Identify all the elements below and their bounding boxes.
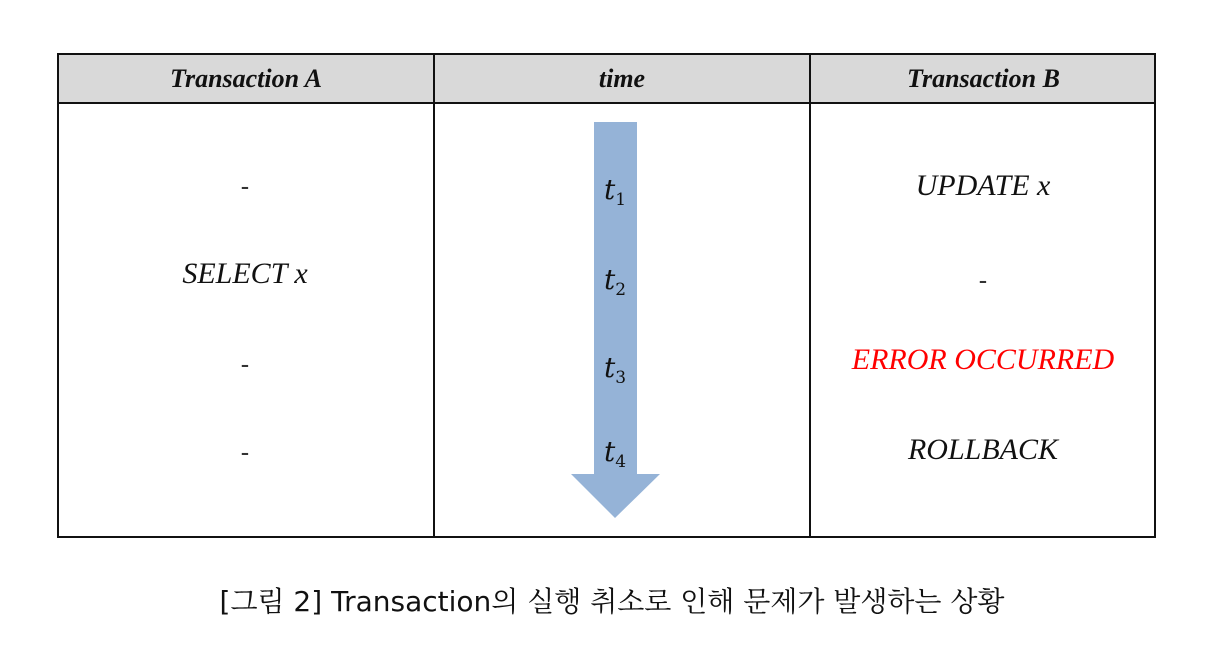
header-transaction-b: Transaction B (907, 64, 1060, 93)
row-2-time-subscript: 2 (615, 280, 627, 300)
row-2-transaction-a: SELECT x (182, 257, 308, 290)
row-2-time (585, 260, 645, 300)
row-3-time-base: t (603, 351, 616, 384)
row-4-time (585, 432, 645, 472)
row-4-time-base: t (603, 435, 616, 468)
row-1-time (585, 170, 645, 210)
row-3-time (585, 348, 645, 388)
row-4-transaction-a: - (240, 437, 250, 467)
row-3-transaction-b-error: ERROR OCCURRED (851, 343, 1115, 376)
figure-caption: [그림 2] Transaction의 실행 취소로 인해 문제가 발생하는 상황 (219, 585, 1005, 618)
row-4-time-subscript: 4 (615, 452, 627, 472)
header-time: time (598, 64, 646, 93)
row-3-time-subscript: 3 (615, 368, 627, 388)
row-1-transaction-a: - (240, 171, 250, 201)
row-3-transaction-a: - (240, 349, 250, 379)
row-2-transaction-b: - (978, 265, 988, 295)
row-1-time-base: t (603, 173, 616, 206)
row-1-transaction-b: UPDATE x (915, 169, 1051, 202)
row-1-time-subscript: 1 (615, 190, 627, 210)
row-4-transaction-b: ROLLBACK (907, 433, 1059, 466)
column-divider-1 (433, 55, 435, 536)
row-2-time-base: t (603, 263, 616, 296)
header-transaction-a: Transaction A (170, 64, 322, 93)
